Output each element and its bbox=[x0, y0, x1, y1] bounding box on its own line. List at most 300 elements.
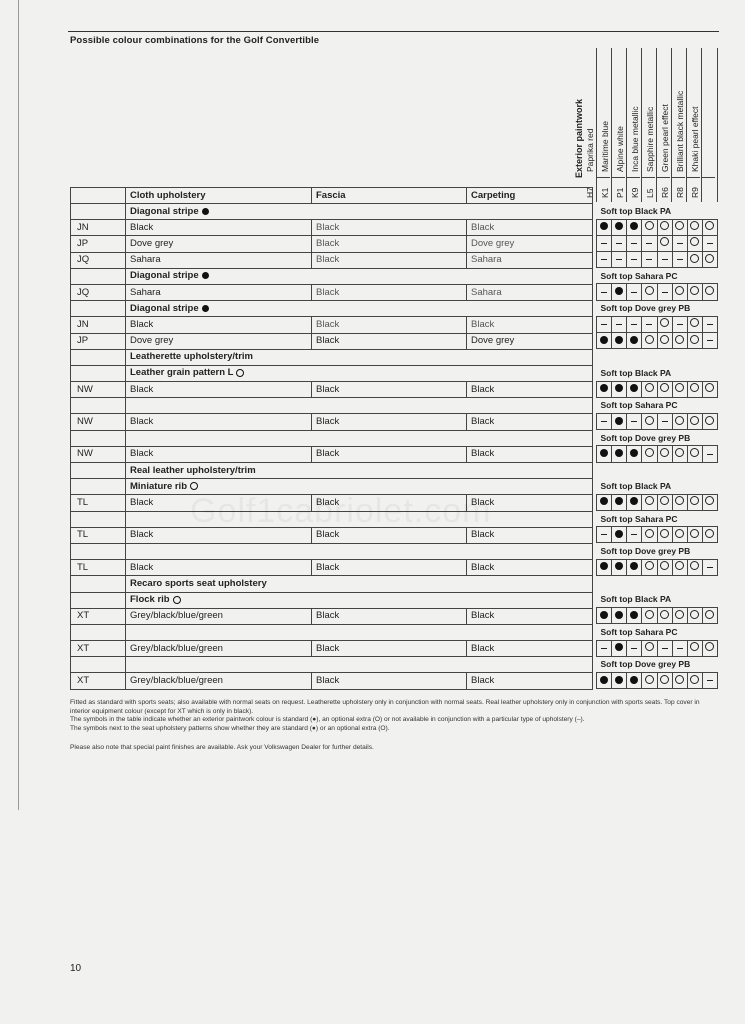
cell-code: TL bbox=[71, 495, 126, 511]
standard-dot-icon bbox=[600, 562, 608, 570]
availability-cell bbox=[612, 413, 627, 429]
code-separator bbox=[671, 177, 685, 178]
cell-carpeting: Black bbox=[467, 641, 593, 657]
cell-carpeting: Dove grey bbox=[467, 333, 593, 349]
standard-dot-icon bbox=[600, 676, 608, 684]
availability-cell bbox=[612, 333, 627, 349]
cell-fascia: Black bbox=[312, 673, 467, 689]
cell-fascia: Black bbox=[312, 220, 467, 236]
paint-colour-column: Alpine white P1 bbox=[626, 48, 642, 202]
availability-cell bbox=[642, 381, 657, 397]
optional-ring-icon bbox=[690, 335, 699, 344]
section-label: Leatherette upholstery/trim bbox=[130, 351, 253, 363]
optional-ring-icon bbox=[660, 529, 669, 538]
optional-ring-icon bbox=[675, 286, 684, 295]
code-separator bbox=[656, 177, 670, 178]
availability-cell bbox=[612, 494, 627, 510]
availability-cell bbox=[657, 413, 672, 429]
optional-ring-icon bbox=[690, 237, 699, 246]
cell-upholstery: Grey/black/blue/green bbox=[126, 608, 312, 624]
cell-carpeting: Black bbox=[467, 560, 593, 576]
standard-dot-icon bbox=[600, 336, 608, 344]
availability-cell bbox=[687, 494, 702, 510]
soft-top-label: Soft top Dove grey PB bbox=[600, 432, 691, 443]
optional-ring-icon bbox=[705, 416, 714, 425]
availability-cell bbox=[657, 559, 672, 575]
availability-cell bbox=[612, 284, 627, 300]
blank-row bbox=[71, 543, 593, 559]
availability-cell bbox=[627, 527, 642, 543]
optional-ring-icon bbox=[236, 369, 244, 377]
optional-ring-icon bbox=[645, 286, 654, 295]
paint-colour-header bbox=[585, 48, 717, 202]
not-available-dash-icon bbox=[707, 243, 713, 244]
cell-carpeting: Black bbox=[467, 317, 593, 333]
symbol-row bbox=[597, 284, 718, 300]
not-available-dash-icon bbox=[616, 324, 622, 325]
not-available-dash-icon bbox=[631, 648, 637, 649]
soft-top-row bbox=[597, 397, 718, 413]
soft-top-label bbox=[597, 575, 718, 591]
availability-cell bbox=[657, 316, 672, 332]
page-binding-edge bbox=[18, 0, 19, 810]
availability-cell bbox=[597, 672, 612, 688]
section-label: Diagonal stripe bbox=[130, 205, 199, 217]
cell-upholstery: Black bbox=[126, 495, 312, 511]
standard-dot-icon bbox=[615, 643, 623, 651]
not-available-dash-icon bbox=[601, 421, 607, 422]
availability-cell bbox=[687, 559, 702, 575]
availability-cell bbox=[687, 672, 702, 688]
availability-cell bbox=[672, 235, 687, 251]
availability-cell bbox=[687, 608, 702, 624]
code-separator bbox=[641, 177, 655, 178]
table-row bbox=[71, 236, 593, 252]
soft-top-row bbox=[597, 656, 718, 672]
blank-row bbox=[71, 398, 593, 414]
section-row bbox=[71, 268, 593, 284]
optional-ring-icon bbox=[705, 254, 714, 263]
cell-code: JN bbox=[71, 220, 126, 236]
footnote-dealer: Please also note that special paint finishes are available. Ask your Volkswagen Dealer for further details. bbox=[70, 743, 374, 751]
cell-upholstery: Black bbox=[126, 527, 312, 543]
not-available-dash-icon bbox=[601, 292, 607, 293]
cell-carpeting: Black bbox=[467, 527, 593, 543]
optional-ring-icon bbox=[645, 416, 654, 425]
availability-cell bbox=[597, 640, 612, 656]
not-available-dash-icon bbox=[616, 259, 622, 260]
availability-cell bbox=[657, 219, 672, 235]
standard-dot-icon bbox=[630, 449, 638, 457]
availability-cell bbox=[597, 527, 612, 543]
availability-cell bbox=[597, 284, 612, 300]
table-row bbox=[71, 333, 593, 349]
not-available-dash-icon bbox=[601, 534, 607, 535]
availability-cell bbox=[702, 252, 717, 268]
section-row bbox=[71, 204, 593, 220]
table-row bbox=[71, 284, 593, 300]
header-carpeting: Carpeting bbox=[467, 188, 593, 204]
not-available-dash-icon bbox=[662, 292, 668, 293]
standard-dot-icon bbox=[615, 417, 623, 425]
optional-ring-icon bbox=[660, 448, 669, 457]
availability-cell bbox=[627, 413, 642, 429]
optional-ring-icon bbox=[660, 675, 669, 684]
availability-cell bbox=[627, 640, 642, 656]
symbol-row bbox=[597, 640, 718, 656]
not-available-dash-icon bbox=[646, 259, 652, 260]
section-row bbox=[71, 592, 593, 608]
availability-cell bbox=[687, 252, 702, 268]
symbol-row bbox=[597, 316, 718, 332]
standard-dot-icon bbox=[600, 449, 608, 457]
symbol-row bbox=[597, 333, 718, 349]
standard-dot-icon bbox=[600, 497, 608, 505]
availability-cell bbox=[672, 333, 687, 349]
not-available-dash-icon bbox=[616, 243, 622, 244]
availability-cell bbox=[642, 527, 657, 543]
standard-dot-icon bbox=[615, 384, 623, 392]
symbol-row bbox=[597, 252, 718, 268]
availability-cell bbox=[687, 235, 702, 251]
optional-ring-icon bbox=[645, 221, 654, 230]
availability-cell bbox=[597, 413, 612, 429]
availability-cell bbox=[702, 219, 717, 235]
optional-ring-icon bbox=[690, 642, 699, 651]
optional-ring-icon bbox=[645, 448, 654, 457]
optional-ring-icon bbox=[645, 675, 654, 684]
section-row bbox=[71, 576, 593, 592]
availability-cell bbox=[702, 235, 717, 251]
standard-dot-icon bbox=[615, 676, 623, 684]
cell-code: XT bbox=[71, 608, 126, 624]
section-label: Flock rib bbox=[130, 594, 170, 606]
availability-cell bbox=[672, 494, 687, 510]
table-row bbox=[71, 673, 593, 689]
blank-row bbox=[71, 657, 593, 673]
optional-ring-icon bbox=[690, 529, 699, 538]
optional-ring-icon bbox=[645, 529, 654, 538]
optional-ring-icon bbox=[660, 561, 669, 570]
soft-top-row bbox=[597, 268, 718, 284]
paint-colour-column: Khaki pearl effect R9 bbox=[701, 48, 718, 202]
soft-top-label: Soft top Sahara PC bbox=[600, 626, 678, 637]
cell-fascia: Black bbox=[312, 333, 467, 349]
availability-cell bbox=[702, 608, 717, 624]
not-available-dash-icon bbox=[662, 648, 668, 649]
optional-ring-icon bbox=[705, 496, 714, 505]
availability-cell bbox=[612, 252, 627, 268]
soft-top-row bbox=[597, 300, 718, 316]
not-available-dash-icon bbox=[707, 340, 713, 341]
availability-cell bbox=[627, 235, 642, 251]
optional-ring-icon bbox=[660, 335, 669, 344]
soft-top-label: Soft top Black PA bbox=[600, 481, 672, 492]
soft-top-row bbox=[597, 203, 718, 219]
soft-top-label: Soft top Dove grey PB bbox=[600, 546, 691, 557]
standard-dot-icon bbox=[615, 497, 623, 505]
optional-ring-icon bbox=[705, 642, 714, 651]
availability-cell bbox=[657, 527, 672, 543]
availability-cell bbox=[672, 284, 687, 300]
standard-dot-icon bbox=[630, 676, 638, 684]
availability-cell bbox=[627, 333, 642, 349]
cell-fascia: Black bbox=[312, 608, 467, 624]
standard-dot-icon bbox=[615, 336, 623, 344]
availability-cell bbox=[642, 284, 657, 300]
code-separator bbox=[701, 177, 715, 178]
availability-cell bbox=[597, 333, 612, 349]
soft-top-label: Soft top Black PA bbox=[600, 205, 672, 216]
optional-ring-icon bbox=[690, 561, 699, 570]
section-row bbox=[71, 463, 593, 479]
paint-colour-column: Brilliant black metallic R8 bbox=[686, 48, 702, 202]
cell-upholstery: Black bbox=[126, 220, 312, 236]
cell-fascia: Black bbox=[312, 527, 467, 543]
availability-cell bbox=[627, 284, 642, 300]
code-separator bbox=[686, 177, 700, 178]
symbol-row bbox=[597, 494, 718, 510]
table-row bbox=[71, 414, 593, 430]
cell-carpeting: Black bbox=[467, 608, 593, 624]
not-available-dash-icon bbox=[677, 243, 683, 244]
availability-cell bbox=[657, 252, 672, 268]
cell-fascia: Black bbox=[312, 560, 467, 576]
section-label: Miniature rib bbox=[130, 480, 188, 492]
optional-ring-icon bbox=[675, 496, 684, 505]
cell-fascia: Black bbox=[312, 317, 467, 333]
optional-ring-icon bbox=[645, 642, 654, 651]
availability-cell bbox=[612, 381, 627, 397]
availability-cell bbox=[642, 413, 657, 429]
availability-cell bbox=[687, 446, 702, 462]
table-row bbox=[71, 641, 593, 657]
standard-dot-icon bbox=[202, 305, 209, 312]
cell-fascia: Black bbox=[312, 284, 467, 300]
availability-cell bbox=[687, 219, 702, 235]
optional-ring-icon bbox=[190, 482, 198, 490]
availability-cell bbox=[612, 527, 627, 543]
availability-cell bbox=[687, 381, 702, 397]
availability-cell bbox=[672, 608, 687, 624]
availability-cell bbox=[672, 381, 687, 397]
availability-cell bbox=[597, 235, 612, 251]
cell-carpeting: Sahara bbox=[467, 252, 593, 268]
soft-top-row bbox=[597, 511, 718, 527]
availability-cell bbox=[672, 316, 687, 332]
optional-ring-icon bbox=[675, 610, 684, 619]
symbol-row bbox=[597, 672, 718, 688]
availability-cell bbox=[687, 640, 702, 656]
availability-cell bbox=[597, 446, 612, 462]
code-separator bbox=[596, 177, 610, 178]
availability-cell bbox=[642, 559, 657, 575]
soft-top-label: Soft top Black PA bbox=[600, 594, 672, 605]
availability-cell bbox=[672, 672, 687, 688]
availability-cell bbox=[612, 640, 627, 656]
availability-cell bbox=[597, 219, 612, 235]
not-available-dash-icon bbox=[601, 243, 607, 244]
footnote: The symbols next to the seat upholstery patterns show whether they are standard (●) or an optional extra (O). bbox=[70, 725, 390, 733]
optional-ring-icon bbox=[645, 496, 654, 505]
availability-cell bbox=[627, 494, 642, 510]
optional-ring-icon bbox=[675, 383, 684, 392]
not-available-dash-icon bbox=[631, 421, 637, 422]
standard-dot-icon bbox=[615, 287, 623, 295]
optional-ring-icon bbox=[675, 675, 684, 684]
availability-cell bbox=[702, 494, 717, 510]
availability-cell bbox=[672, 252, 687, 268]
paint-colour-column: Inca blue metallic K9 bbox=[641, 48, 657, 202]
cell-fascia: Black bbox=[312, 252, 467, 268]
table-header-row bbox=[71, 188, 593, 204]
table-row bbox=[71, 252, 593, 268]
standard-dot-icon bbox=[630, 562, 638, 570]
section-label: Diagonal stripe bbox=[130, 302, 199, 314]
availability-cell bbox=[627, 559, 642, 575]
availability-cell bbox=[657, 381, 672, 397]
optional-ring-icon bbox=[705, 286, 714, 295]
not-available-dash-icon bbox=[646, 243, 652, 244]
not-available-dash-icon bbox=[631, 324, 637, 325]
not-available-dash-icon bbox=[707, 680, 713, 681]
availability-cell bbox=[597, 494, 612, 510]
availability-cell bbox=[702, 316, 717, 332]
cell-upholstery: Sahara bbox=[126, 252, 312, 268]
paint-colour-column: Sapphire metallic L5 bbox=[656, 48, 672, 202]
symbol-row bbox=[597, 219, 718, 235]
optional-ring-icon bbox=[690, 448, 699, 457]
standard-dot-icon bbox=[615, 611, 623, 619]
soft-top-row bbox=[597, 430, 718, 446]
soft-top-row bbox=[597, 575, 718, 591]
standard-dot-icon bbox=[615, 530, 623, 538]
cell-fascia: Black bbox=[312, 495, 467, 511]
optional-ring-icon bbox=[675, 561, 684, 570]
cell-code: XT bbox=[71, 641, 126, 657]
optional-ring-icon bbox=[645, 335, 654, 344]
section-label: Recaro sports seat upholstery bbox=[130, 577, 267, 589]
cell-upholstery: Black bbox=[126, 382, 312, 398]
cell-code: XT bbox=[71, 673, 126, 689]
not-available-dash-icon bbox=[707, 567, 713, 568]
not-available-dash-icon bbox=[677, 324, 683, 325]
cell-code: NW bbox=[71, 414, 126, 430]
optional-ring-icon bbox=[690, 221, 699, 230]
cell-upholstery: Dove grey bbox=[126, 333, 312, 349]
standard-dot-icon bbox=[202, 272, 209, 279]
availability-cell bbox=[642, 640, 657, 656]
symbol-row bbox=[597, 559, 718, 575]
blank-row bbox=[71, 624, 593, 640]
optional-ring-icon bbox=[660, 237, 669, 246]
cell-code: TL bbox=[71, 527, 126, 543]
not-available-dash-icon bbox=[677, 259, 683, 260]
cell-upholstery: Black bbox=[126, 317, 312, 333]
section-label: Real leather upholstery/trim bbox=[130, 464, 256, 476]
standard-dot-icon bbox=[600, 384, 608, 392]
availability-cell bbox=[672, 559, 687, 575]
availability-cell bbox=[642, 494, 657, 510]
standard-dot-icon bbox=[600, 611, 608, 619]
not-available-dash-icon bbox=[707, 454, 713, 455]
not-available-dash-icon bbox=[631, 243, 637, 244]
availability-cell bbox=[702, 446, 717, 462]
availability-cell bbox=[672, 413, 687, 429]
cell-upholstery: Black bbox=[126, 446, 312, 462]
cell-upholstery: Dove grey bbox=[126, 236, 312, 252]
cell-carpeting: Black bbox=[467, 446, 593, 462]
availability-cell bbox=[657, 446, 672, 462]
standard-dot-icon bbox=[615, 562, 623, 570]
standard-dot-icon bbox=[202, 208, 209, 215]
cell-code: JQ bbox=[71, 284, 126, 300]
availability-cell bbox=[687, 527, 702, 543]
cell-carpeting: Black bbox=[467, 382, 593, 398]
standard-dot-icon bbox=[630, 611, 638, 619]
availability-cell bbox=[612, 559, 627, 575]
optional-ring-icon bbox=[705, 221, 714, 230]
availability-cell bbox=[627, 672, 642, 688]
optional-ring-icon bbox=[675, 448, 684, 457]
soft-top-row bbox=[597, 624, 718, 640]
availability-cell bbox=[642, 608, 657, 624]
not-available-dash-icon bbox=[601, 648, 607, 649]
availability-cell bbox=[687, 333, 702, 349]
cell-carpeting: Dove grey bbox=[467, 236, 593, 252]
cell-fascia: Black bbox=[312, 414, 467, 430]
soft-top-row bbox=[597, 543, 718, 559]
cell-carpeting: Black bbox=[467, 495, 593, 511]
availability-cell bbox=[687, 413, 702, 429]
top-rule bbox=[68, 31, 719, 32]
footnotes bbox=[70, 699, 720, 753]
cell-fascia: Black bbox=[312, 641, 467, 657]
table-row bbox=[71, 608, 593, 624]
symbol-row bbox=[597, 527, 718, 543]
paint-colour-column: Maritime blue K1 bbox=[611, 48, 627, 202]
optional-ring-icon bbox=[690, 610, 699, 619]
not-available-dash-icon bbox=[662, 259, 668, 260]
cell-code: TL bbox=[71, 560, 126, 576]
table-row bbox=[71, 446, 593, 462]
soft-top-label: Soft top Black PA bbox=[600, 367, 672, 378]
availability-cell bbox=[627, 381, 642, 397]
cell-fascia: Black bbox=[312, 382, 467, 398]
cell-carpeting: Black bbox=[467, 220, 593, 236]
cell-upholstery: Sahara bbox=[126, 284, 312, 300]
availability-cell bbox=[627, 446, 642, 462]
availability-cell bbox=[672, 527, 687, 543]
availability-cell bbox=[687, 316, 702, 332]
availability-cell bbox=[702, 381, 717, 397]
availability-cell bbox=[642, 316, 657, 332]
section-row bbox=[71, 301, 593, 317]
cell-carpeting: Black bbox=[467, 414, 593, 430]
availability-cell bbox=[657, 494, 672, 510]
code-separator bbox=[611, 177, 625, 178]
availability-cell bbox=[657, 235, 672, 251]
section-row bbox=[71, 349, 593, 365]
soft-top-label bbox=[597, 349, 718, 365]
header-fascia: Fascia bbox=[312, 188, 467, 204]
cell-code: JP bbox=[71, 236, 126, 252]
availability-cell bbox=[597, 608, 612, 624]
page-title: Possible colour combinations for the Golf Convertible bbox=[70, 35, 320, 46]
availability-cell bbox=[597, 252, 612, 268]
availability-cell bbox=[612, 446, 627, 462]
standard-dot-icon bbox=[630, 336, 638, 344]
